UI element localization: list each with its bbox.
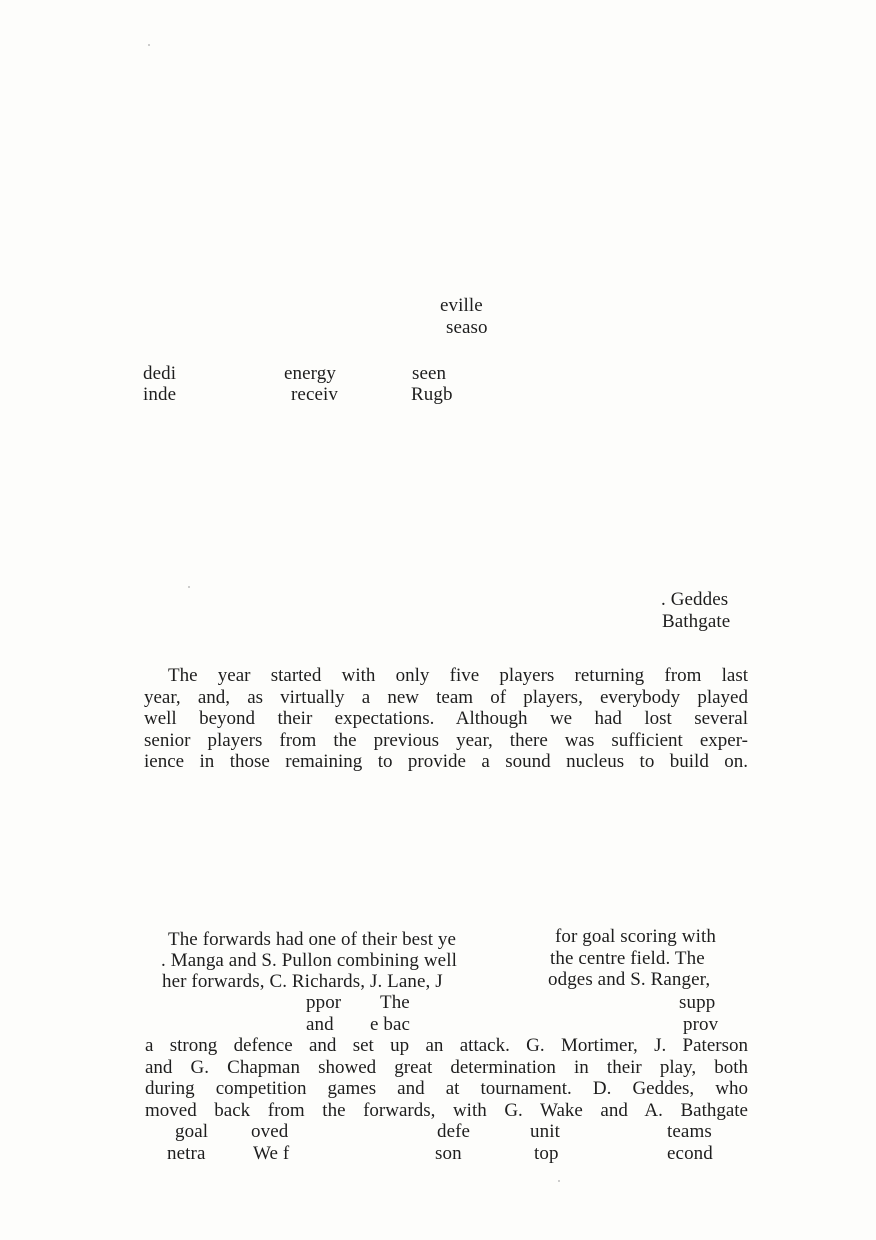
- forwards-r11-e: econd: [667, 1143, 713, 1164]
- fragment-top-1: eville: [440, 295, 483, 316]
- paragraph-line: senior players from the previous year, there was sufficient exper-: [144, 729, 748, 751]
- forwards-r10-a: goal: [175, 1121, 209, 1142]
- fragment-mid-r1c2: energy: [284, 363, 336, 384]
- fragment-mid-r1c1: dedi: [143, 363, 177, 384]
- forwards-r11-d: top: [534, 1143, 559, 1164]
- forwards-r5-c: prov: [683, 1014, 719, 1035]
- paragraph-line: year, and, as virtually a new team of players, everybody played: [144, 686, 748, 708]
- paragraph-line: The year started with only five players returning from last: [168, 665, 748, 686]
- fragment-mid-r2c1: inde: [143, 384, 177, 405]
- forwards-r11-c: son: [435, 1143, 462, 1164]
- forwards-r11-a: netra: [167, 1143, 206, 1164]
- forwards-r10-e: teams: [667, 1121, 712, 1142]
- forwards-r11-b: We f: [253, 1143, 290, 1164]
- forwards-r10-d: unit: [530, 1121, 560, 1142]
- forwards-r2-right: the centre field. The: [550, 948, 705, 969]
- paragraph-forwards-full: [145, 1035, 748, 1121]
- paper-speck: [188, 586, 190, 588]
- forwards-r4-a: ppor: [306, 992, 342, 1013]
- fragment-mid-r2c2: receiv: [291, 384, 339, 405]
- forwards-r1-right: for goal scoring with: [555, 926, 716, 947]
- forwards-r1-left: The forwards had one of their best ye: [168, 929, 457, 950]
- forwards-r5-a: and: [306, 1014, 334, 1035]
- forwards-r2-left: . Manga and S. Pullon combining well: [161, 950, 457, 971]
- forwards-r10-b: oved: [251, 1121, 289, 1142]
- fragment-mid-r1c3: seen: [412, 363, 447, 384]
- forwards-r5-b: e bac: [370, 1014, 411, 1035]
- paper-speck: [148, 44, 150, 46]
- paragraph-line: moved back from the forwards, with G. Wake and A. Bathgate: [145, 1099, 748, 1121]
- paragraph-line: ience in those remaining to provide a sound nucleus to build on.: [144, 751, 748, 773]
- signature-name-1: . Geddes: [661, 589, 729, 610]
- paragraph-line: a strong defence and set up an attack. G. Mortimer, J. Paterson: [145, 1035, 748, 1056]
- forwards-r10-c: defe: [437, 1121, 471, 1142]
- paragraph-line: well beyond their expectations. Although we had lost several: [144, 708, 748, 730]
- signature-name-2: Bathgate: [662, 611, 731, 632]
- forwards-r4-c: supp: [679, 992, 716, 1013]
- fragment-mid-r2c3: Rugb: [411, 384, 453, 405]
- fragment-top-2: seaso: [446, 317, 488, 338]
- paragraph-line: during competition games and at tournament. D. Geddes, who: [145, 1078, 748, 1100]
- forwards-r4-b: The: [380, 992, 410, 1013]
- forwards-r3-right: odges and S. Ranger,: [548, 969, 711, 990]
- paragraph-line: and G. Chapman showed great determination in their play, both: [145, 1056, 748, 1078]
- forwards-r3-left: her forwards, C. Richards, J. Lane, J: [162, 971, 443, 992]
- paragraph-season-intro: [144, 665, 748, 773]
- paper-speck: [558, 1180, 560, 1182]
